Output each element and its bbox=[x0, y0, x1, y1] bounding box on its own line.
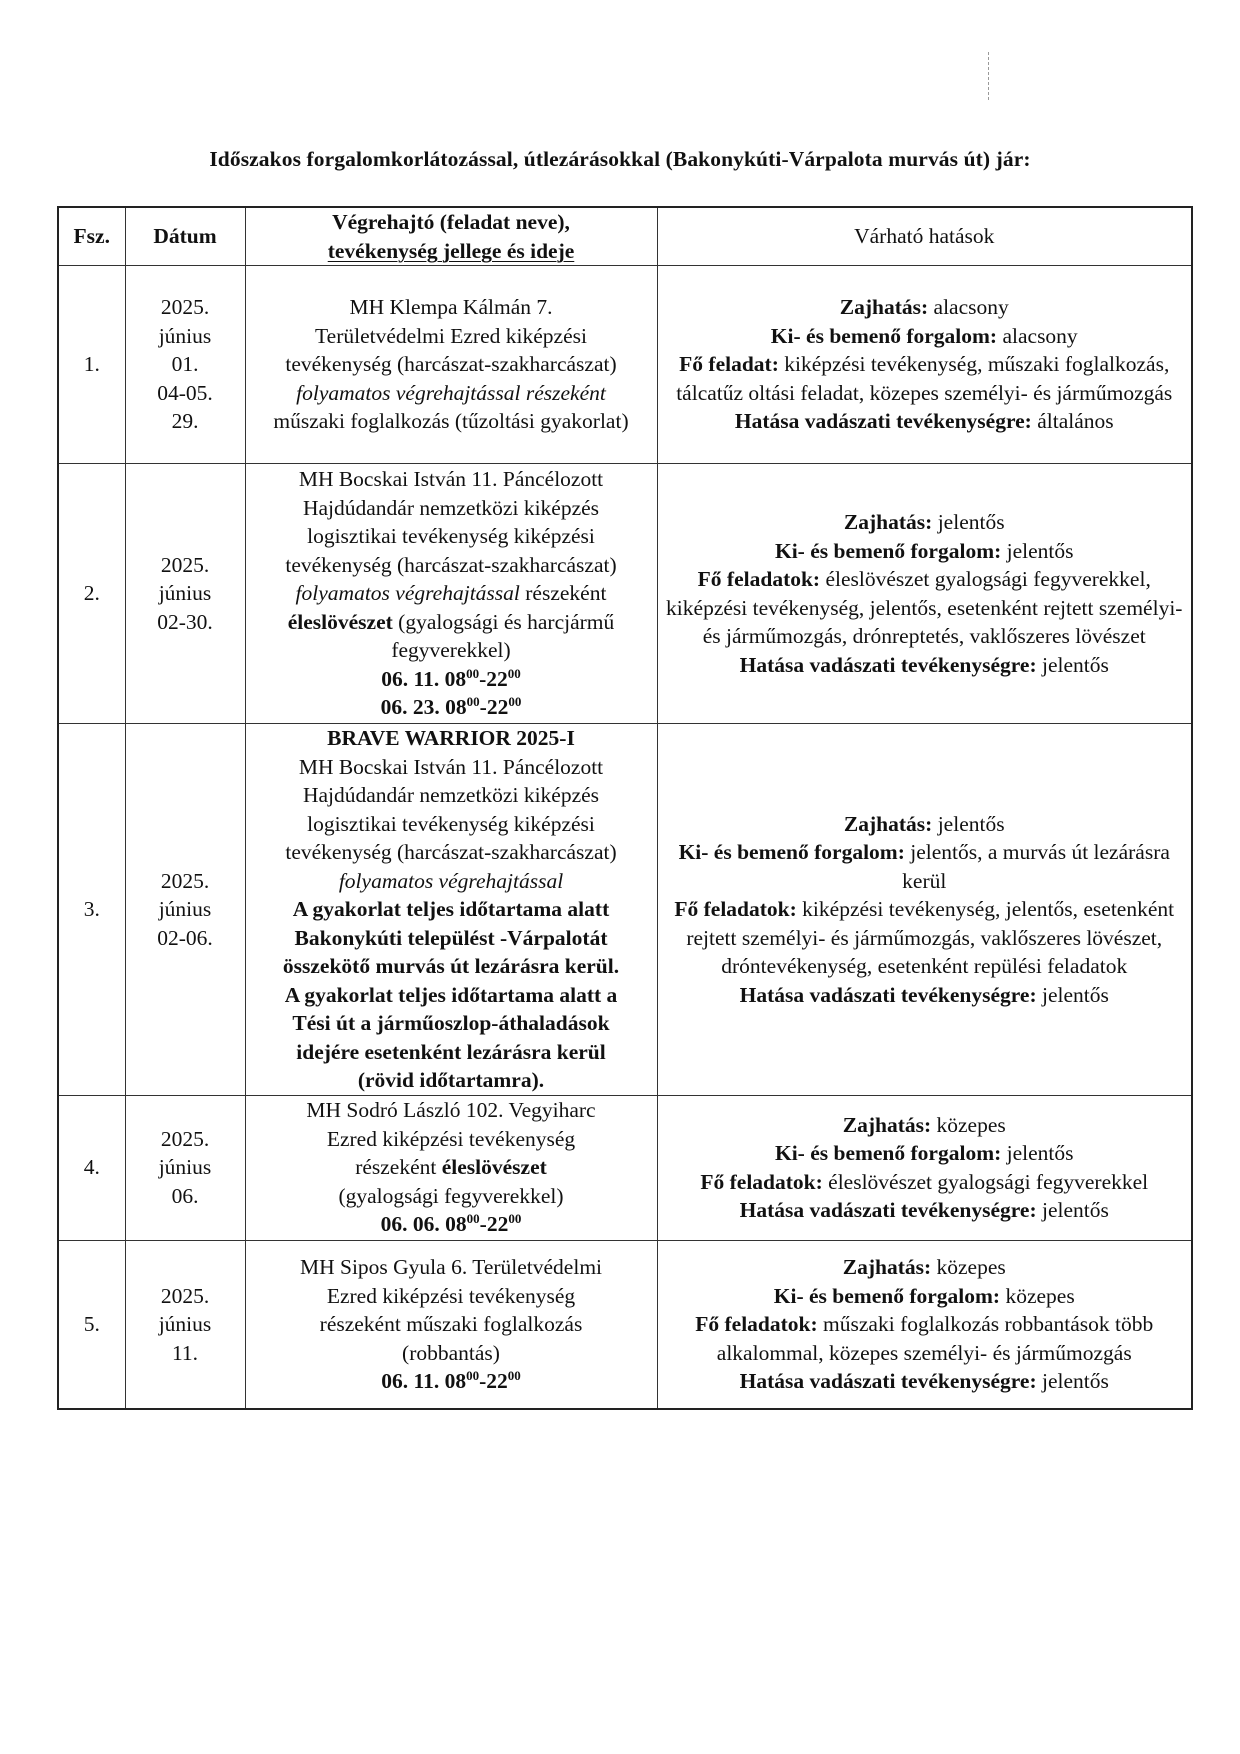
noise-label: Zajhatás: bbox=[842, 1255, 932, 1279]
hunting-label: Hatása vadászati tevékenységre: bbox=[739, 652, 1037, 677]
scan-artifact-mark bbox=[988, 52, 990, 100]
executor-line: MH Bocskai István 11. Páncélozott bbox=[298, 754, 604, 779]
date-line: 2025. bbox=[160, 868, 210, 893]
executor-bold: éleslövészet bbox=[287, 609, 393, 634]
executor-line: MH Klempa Kálmán 7. bbox=[349, 295, 553, 320]
date-line: 2025. bbox=[160, 552, 210, 577]
executor-line: tevékenység (harcászat-szakharcászat) bbox=[285, 840, 617, 864]
date-line: június bbox=[158, 897, 212, 921]
date-line: június bbox=[158, 581, 212, 606]
executor-line: (robbantás) bbox=[402, 1340, 500, 1365]
traffic-value: jelentős bbox=[1006, 538, 1074, 563]
date-line: 02-30. bbox=[157, 609, 213, 634]
task-value: kiképzési tevékenység, műszaki foglalkozás, tálcatűz oltási feladat, közepes személyi- és járműmozgás bbox=[676, 352, 1173, 405]
traffic-label: Ki- és bemenő forgalom: bbox=[774, 1141, 1002, 1165]
executor-line: Területvédelmi Ezred kiképzési bbox=[315, 323, 587, 348]
date-line: június bbox=[158, 1155, 212, 1180]
hunting-value: általános bbox=[1037, 409, 1114, 434]
executor-text: részeként bbox=[355, 1155, 437, 1180]
page-title: Időszakos forgalomkorlátozással, útlezárásokkal (Bakonykúti-Várpalota murvás út) jár: bbox=[209, 147, 1031, 171]
executor-line: tevékenység (harcászat-szakharcászat) bbox=[285, 352, 617, 377]
row-number: 5. bbox=[58, 1240, 125, 1409]
row-executor bbox=[245, 464, 657, 724]
closure-line: A gyakorlat teljes időtartama alatt bbox=[292, 897, 610, 921]
hunting-label: Hatása vadászati tevékenységre: bbox=[739, 982, 1037, 1007]
row-date bbox=[125, 266, 245, 464]
closure-line: Bakonykúti települést -Várpalotát bbox=[294, 925, 608, 950]
table-row bbox=[58, 724, 1192, 1096]
executor-tail: műszaki foglalkozás (tűzoltási gyakorlat) bbox=[273, 409, 629, 434]
traffic-label: Ki- és bemenő forgalom: bbox=[770, 323, 998, 348]
row-number: 4. bbox=[58, 1095, 125, 1240]
tasks-label: Fő feladatok: bbox=[695, 1312, 818, 1336]
executor-line: logisztikai tevékenység kiképzési bbox=[307, 524, 595, 549]
traffic-label: Ki- és bemenő forgalom: bbox=[773, 1283, 1001, 1308]
executor-line: Hajdúdandár nemzetközi kiképzés bbox=[302, 495, 600, 520]
header-executor-line2: tevékenység jellege és ideje bbox=[327, 238, 575, 263]
closure-line: Tési út a járműoszlop-áthaladások bbox=[292, 1011, 610, 1035]
header-date: Dátum bbox=[125, 207, 245, 266]
executor-line: Hajdúdandár nemzetközi kiképzés bbox=[302, 783, 600, 807]
executor-line: Ezred kiképzési tevékenység bbox=[326, 1126, 576, 1151]
closure-line: idejére esetenként lezárásra kerül bbox=[296, 1039, 606, 1064]
noise-value: közepes bbox=[936, 1255, 1006, 1279]
noise-value: jelentős bbox=[937, 811, 1005, 836]
row-executor bbox=[245, 1240, 657, 1409]
row-executor bbox=[245, 724, 657, 1096]
traffic-value: jelentős, a murvás út lezárásra kerül bbox=[902, 840, 1170, 893]
noise-label: Zajhatás: bbox=[843, 811, 933, 836]
tasks-value: éleslövészet gyalogsági fegyverekkel bbox=[828, 1169, 1149, 1194]
date-line: 2025. bbox=[160, 295, 210, 320]
traffic-value: jelentős bbox=[1006, 1141, 1074, 1165]
noise-value: jelentős bbox=[937, 510, 1005, 534]
time-slot: 06. 06. $08^{00}-22^{00}$ bbox=[380, 1211, 522, 1237]
traffic-value: alacsony bbox=[1002, 323, 1078, 348]
table-row bbox=[58, 464, 1192, 724]
hunting-label: Hatása vadászati tevékenységre: bbox=[739, 1198, 1037, 1222]
row-executor bbox=[245, 1095, 657, 1240]
hunting-value: jelentős bbox=[1041, 1369, 1109, 1393]
row-effects bbox=[657, 464, 1192, 724]
row-date bbox=[125, 724, 245, 1096]
hunting-value: jelentős bbox=[1041, 982, 1109, 1007]
noise-label: Zajhatás: bbox=[843, 510, 933, 534]
executor-text: részeként bbox=[525, 581, 607, 606]
executor-bold: éleslövészet bbox=[441, 1155, 547, 1180]
time-slot: 06. 23. $08^{00}-22^{00}$ bbox=[380, 694, 522, 720]
executor-line: MH Sipos Gyula 6. Területvédelmi bbox=[299, 1255, 603, 1279]
noise-value: alacsony bbox=[933, 295, 1009, 320]
traffic-label: Ki- és bemenő forgalom: bbox=[774, 538, 1002, 563]
date-line: 29. bbox=[171, 409, 199, 434]
row-number: 1. bbox=[58, 266, 125, 464]
row-date bbox=[125, 1095, 245, 1240]
executor-line: tevékenység (harcászat-szakharcászat) bbox=[285, 552, 617, 577]
traffic-value: közepes bbox=[1005, 1283, 1075, 1308]
tasks-value: éleslövészet gyalogsági fegyverekkel, kiképzési tevékenység, jelentős, esetenként rejtett személyi- és járműmozgás, drónreptetés, vaklőszeres lövészet bbox=[666, 567, 1183, 648]
closure-line: (rövid időtartamra). bbox=[357, 1068, 545, 1092]
date-line: június bbox=[158, 1312, 212, 1336]
time-slot: 06. 11. $08^{00}-22^{00}$ bbox=[381, 665, 521, 691]
row-date bbox=[125, 1240, 245, 1409]
hunting-value: jelentős bbox=[1041, 652, 1109, 677]
hunting-label: Hatása vadászati tevékenységre: bbox=[734, 409, 1032, 434]
exercise-name: BRAVE WARRIOR 2025-I bbox=[327, 726, 575, 750]
noise-value: közepes bbox=[936, 1112, 1006, 1137]
executor-line: MH Bocskai István 11. Páncélozott bbox=[298, 467, 604, 492]
table-row bbox=[58, 266, 1192, 464]
executor-text: (gyalogsági fegyverekkel) bbox=[338, 1183, 564, 1208]
date-line: 01. bbox=[171, 352, 199, 377]
row-effects bbox=[657, 724, 1192, 1096]
header-executor-line1: Végrehajtó (feladat neve), bbox=[332, 210, 570, 234]
date-line: június bbox=[158, 323, 212, 348]
hunting-value: jelentős bbox=[1041, 1198, 1109, 1222]
header-row bbox=[58, 207, 1192, 266]
header-effects: Várható hatások bbox=[657, 207, 1192, 266]
hunting-label: Hatása vadászati tevékenységre: bbox=[739, 1369, 1037, 1393]
closure-line: összekötő murvás út lezárásra kerül. bbox=[282, 954, 620, 978]
header-executor bbox=[245, 207, 657, 266]
executor-italic: folyamatos végrehajtással bbox=[338, 868, 564, 893]
noise-label: Zajhatás: bbox=[842, 1112, 932, 1137]
date-line: 06. bbox=[171, 1183, 199, 1208]
row-effects bbox=[657, 1095, 1192, 1240]
row-number: 2. bbox=[58, 464, 125, 724]
tasks-label: Fő feladatok: bbox=[700, 1169, 823, 1194]
header-number: Fsz. bbox=[58, 207, 125, 266]
noise-label: Zajhatás: bbox=[839, 295, 929, 320]
table-row bbox=[58, 1240, 1192, 1409]
date-line: 2025. bbox=[160, 1283, 210, 1308]
row-date bbox=[125, 464, 245, 724]
traffic-label: Ki- és bemenő forgalom: bbox=[678, 840, 905, 864]
executor-line: logisztikai tevékenység kiképzési bbox=[307, 811, 595, 836]
date-line: 2025. bbox=[160, 1126, 210, 1151]
row-effects bbox=[657, 1240, 1192, 1409]
executor-italic: folyamatos végrehajtással bbox=[295, 581, 520, 606]
schedule-table bbox=[57, 206, 1193, 1410]
executor-line: Ezred kiképzési tevékenység bbox=[326, 1283, 576, 1308]
executor-text: (gyalogsági és harcjármű fegyverekkel) bbox=[391, 609, 615, 663]
tasks-label: Fő feladatok: bbox=[697, 567, 821, 591]
date-line: 02-06. bbox=[157, 925, 213, 950]
tasks-value: műszaki foglalkozás robbantások több alkalommal, közepes személyi- és járműmozgás bbox=[716, 1312, 1154, 1365]
tasks-label: Fő feladatok: bbox=[674, 897, 797, 921]
executor-line: MH Sodró László 102. Vegyiharc bbox=[306, 1098, 596, 1123]
executor-italic: folyamatos végrehajtással részeként bbox=[296, 380, 606, 405]
closure-line: A gyakorlat teljes időtartama alatt a bbox=[284, 982, 618, 1007]
date-line: 04-05. bbox=[157, 380, 213, 405]
time-slot: 06. 11. $08^{00}-22^{00}$ bbox=[381, 1367, 521, 1393]
row-effects bbox=[657, 266, 1192, 464]
row-executor bbox=[245, 266, 657, 464]
tasks-value: kiképzési tevékenység, jelentős, esetenként rejtett személyi- és járműmozgás, vaklőszeres lövészet, dróntevékenység, esetenként repülési feladatok bbox=[686, 897, 1175, 978]
table-row bbox=[58, 1095, 1192, 1240]
date-line: 11. bbox=[171, 1340, 199, 1365]
task-label: Fő feladat: bbox=[679, 352, 779, 377]
row-number: 3. bbox=[58, 724, 125, 1096]
executor-line: részeként műszaki foglalkozás bbox=[319, 1312, 583, 1336]
